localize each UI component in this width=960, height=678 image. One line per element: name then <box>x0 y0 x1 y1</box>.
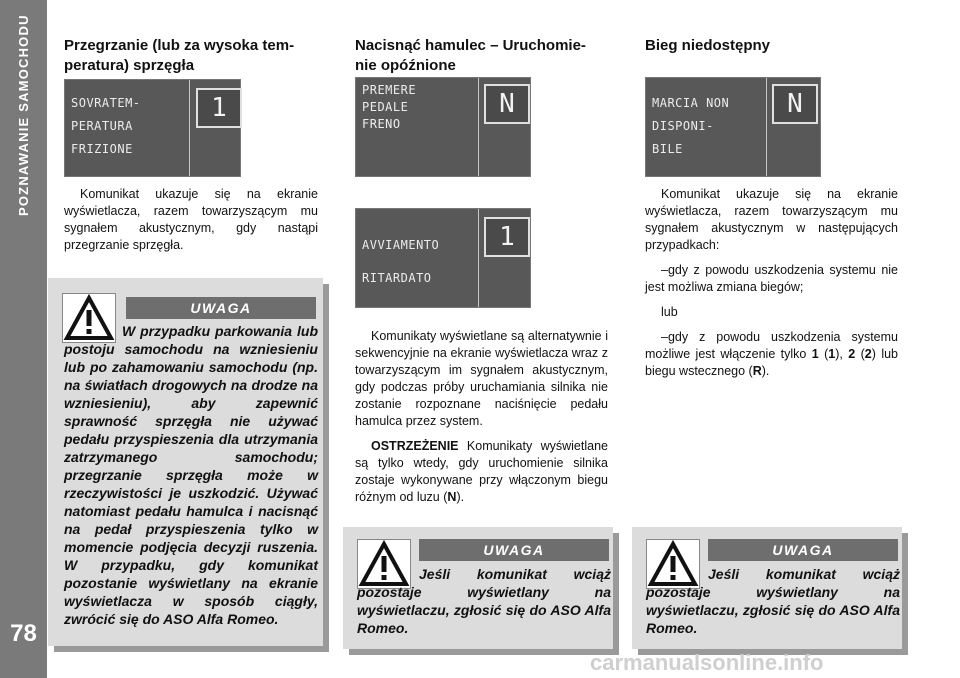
column-2-body <box>355 328 608 514</box>
warning-box-3 <box>632 527 902 649</box>
sidebar <box>0 0 47 678</box>
gear-indicator: N <box>772 84 818 124</box>
warning-text: Jeśli komunikat wciąż pozostaje wyświetlany na wyświetlaczu, zgłosić się do ASO Alfa Romeo. <box>646 566 900 636</box>
list-item-2: –gdy z powodu uszkodzenia systemu możliwe jest włączenie tylko 1 (1), 2 (2) lub biegu wstecznego (R). <box>645 330 898 378</box>
gear-indicator: 1 <box>484 217 530 257</box>
warning-box-2 <box>343 527 613 649</box>
warning-text: W przypadku parkowania lub postoju samochodu na wzniesieniu lub po zahamowaniu samochodu (np. na światłach drogowych na drodze na wzniesieniu), aby zapewnić sprawność sprzęgła nie używać pedału przyspieszenia dla utrzymania zatrzymanego samochodu; przegrzanie sprzęgła może w rzeczywistości je uszkodzić. Używać natomiast pedału hamulca i nacisnąć na pedał przyspieszenia tylko w momencie podjęcia decyzji ruszenia. W przypadku, gdy komunikat pozostanie wyświetlany na ekranie wyświetlacza w sposób ciągły, zwrócić się do ASO Alfa Romeo. <box>64 323 318 627</box>
column-1 <box>64 36 322 76</box>
heading-clutch-overheat: Przegrzanie (lub za wysoka tem- peratura) sprzęgła <box>64 37 295 74</box>
display-divider <box>478 78 479 176</box>
warning-text: Jeśli komunikat wciąż pozostaje wyświetlany na wyświetlaczu, zgłosić się do ASO Alfa Romeo. <box>357 566 611 636</box>
column-3-body <box>645 186 898 388</box>
display-divider <box>766 78 767 176</box>
or-text: lub <box>661 305 678 319</box>
display-gear-unavailable <box>645 77 821 177</box>
display-press-brake <box>355 77 531 177</box>
display-text: PREMERE PEDALE FRENO <box>362 83 417 131</box>
gear-indicator: 1 <box>196 88 242 128</box>
column-3 <box>645 36 903 56</box>
column-1-body <box>64 186 318 262</box>
page-number: 78 <box>10 620 37 647</box>
gear-indicator: N <box>484 84 530 124</box>
body-text: Komunikat ukazuje się na ekranie wyświetlacza, razem towarzyszącym mu sygnałem akustycznym w następujących przypadkach: <box>645 187 898 252</box>
warning-box-1 <box>48 278 323 646</box>
warning-paragraph: OSTRZEŻENIE Komunikaty wyświetlane są tylko wtedy, gdy uruchomienie silnika zostaje wykonywane przy włączonym biegu różnym od luzu (N). <box>355 439 608 504</box>
display-text: SOVRATEM- PERATURA FRIZIONE <box>71 96 141 156</box>
display-text: AVVIAMENTO RITARDATO <box>362 238 440 285</box>
warning-label: UWAGA <box>708 539 898 561</box>
body-text: Komunikaty wyświetlane są alternatywnie i sekwencyjnie na ekranie wyświetlacza wraz z towarzyszącym im sygnałem akustycznym, gdy podczas próby uruchamiania silnika nie zostanie rozpoznane naciśnięcie pedału hamulca przez system. <box>355 329 608 428</box>
heading-gear-unavailable: Bieg niedostępny <box>645 37 771 54</box>
warning-label: UWAGA <box>419 539 609 561</box>
display-text: MARCIA NON DISPONI- BILE <box>652 96 730 156</box>
watermark: carmanualsonline.info <box>590 650 824 675</box>
display-divider <box>189 80 190 176</box>
display-clutch-overheat <box>64 79 241 177</box>
list-item-1: –gdy z powodu uszkodzenia systemu nie jest możliwa zmiana biegów; <box>645 263 898 294</box>
body-text: Komunikat ukazuje się na ekranie wyświetlacza, razem towarzyszącym mu sygnałem akustycznym, gdy nastąpi przegrzanie sprzęgła. <box>64 187 318 252</box>
section-title: POZNAWANIE SAMOCHODU <box>16 14 31 216</box>
warning-label: UWAGA <box>126 297 316 319</box>
display-divider <box>478 209 479 307</box>
column-2 <box>355 36 613 76</box>
heading-press-brake: Nacisnąć hamulec – Uruchomie- nie opóźnione <box>355 37 586 74</box>
display-delayed-start <box>355 208 531 308</box>
